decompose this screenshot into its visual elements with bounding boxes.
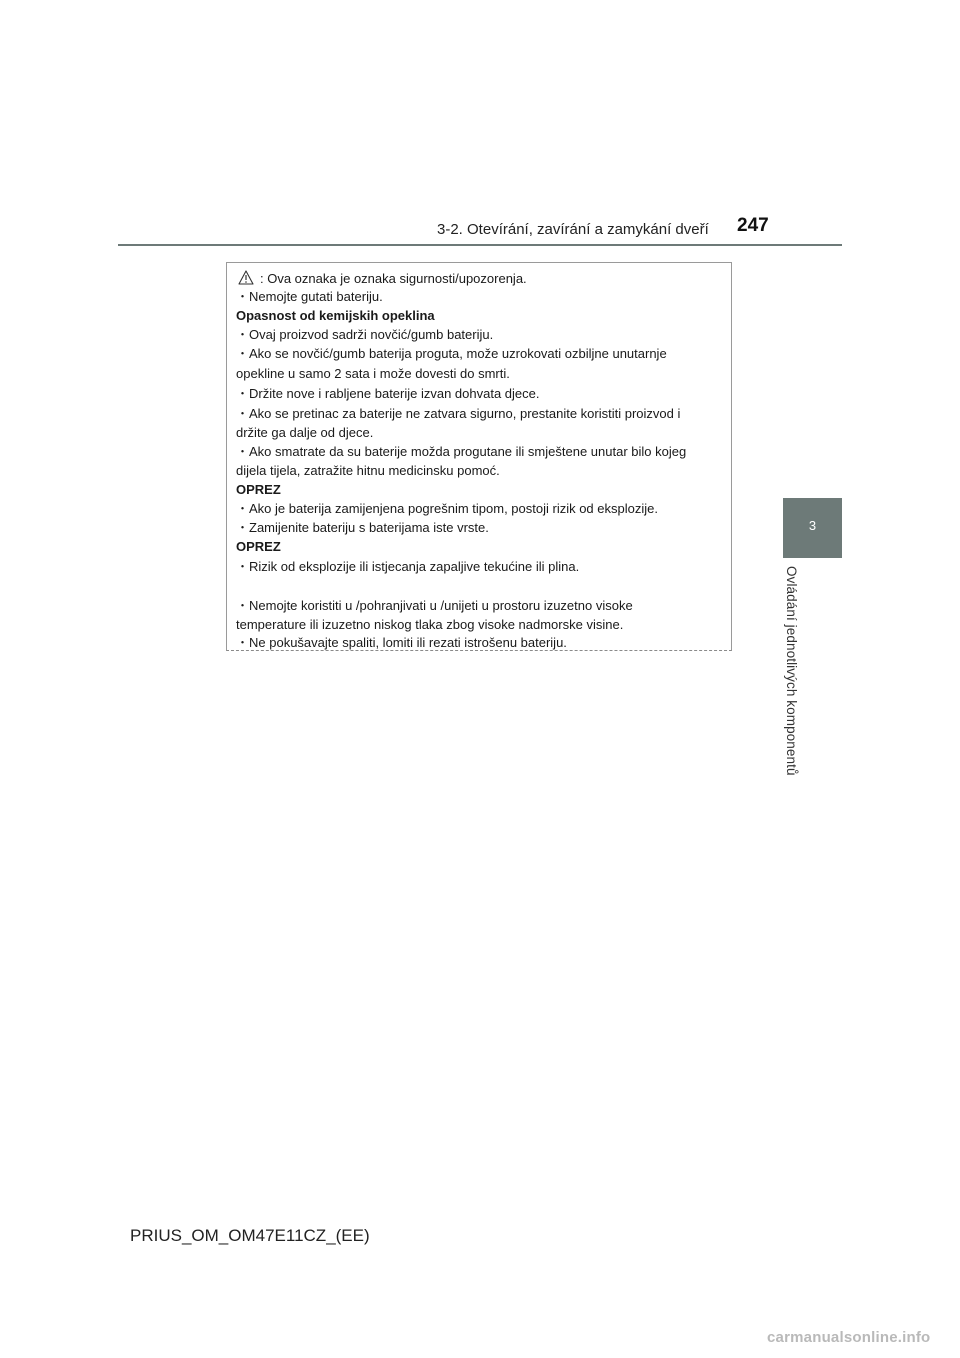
notice-line: ・Držite nove i rabljene baterije izvan dohvata djece.: [236, 386, 540, 401]
notice-line: ・Nemojte koristiti u /pohranjivati u /unijeti u prostoru izuzetno visoke: [236, 598, 633, 613]
chapter-label: Ovládání jednotlivých komponentů: [784, 566, 799, 776]
notice-line-text: : Ova oznaka je oznaka sigurnosti/upozorenja.: [260, 271, 527, 286]
section-title: 3-2. Otevírání, zavírání a zamykání dveří: [437, 221, 709, 238]
notice-line: ・Zamijenite bateriju s baterijama iste vrste.: [236, 520, 489, 535]
notice-line: ・Ne pokušavajte spaliti, lomiti ili rezati istrošenu bateriju.: [236, 635, 567, 650]
notice-line: ・Ako se pretinac za baterije ne zatvara sigurno, prestanite koristiti proizvod i: [236, 406, 681, 421]
notice-line: ・Nemojte gutati bateriju.: [236, 289, 383, 304]
notice-line: ・Rizik od eksplozije ili istjecanja zapaljive tekućine ili plina.: [236, 559, 580, 574]
notice-line: [236, 270, 527, 289]
warning-triangle-icon: [238, 270, 254, 289]
notice-line: ・Ako smatrate da su baterije možda progutane ili smještene unutar bilo kojeg: [236, 444, 687, 459]
header-divider: [118, 244, 842, 246]
notice-heading: OPREZ: [236, 482, 281, 497]
notice-line: temperature ili izuzetno niskog tlaka zbog visoke nadmorske visine.: [236, 617, 624, 632]
chapter-tab: [783, 498, 842, 558]
notice-line: opekline u samo 2 sata i može dovesti do smrti.: [236, 366, 510, 381]
chapter-number: 3: [808, 518, 817, 533]
notice-line: ・Ako se novčić/gumb baterija proguta, može uzrokovati ozbiljne unutarnje: [236, 346, 667, 361]
notice-heading: Opasnost od kemijskih opeklina: [236, 308, 435, 323]
notice-line: držite ga dalje od djece.: [236, 425, 374, 440]
watermark: carmanualsonline.info: [767, 1329, 931, 1346]
notice-line: ・Ako je baterija zamijenjena pogrešnim tipom, postoji rizik od eksplozije.: [236, 501, 658, 516]
document-id: PRIUS_OM_OM47E11CZ_(EE): [130, 1226, 370, 1245]
notice-line: dijela tijela, zatražite hitnu medicinsku pomoć.: [236, 463, 500, 478]
page-number: 247: [737, 215, 769, 236]
battery-warning-notice: [226, 262, 732, 651]
notice-line: ・Ovaj proizvod sadrži novčić/gumb bateriju.: [236, 327, 494, 342]
notice-heading: OPREZ: [236, 539, 281, 554]
